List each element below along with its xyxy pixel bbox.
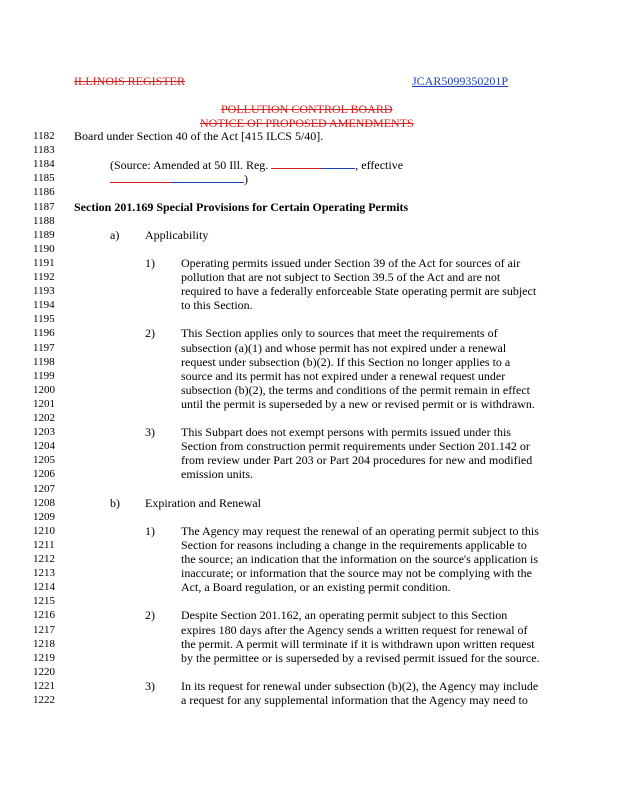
line-number: 1218 [33, 637, 55, 650]
line-text: inaccurate; or information that the source may not be complying with the [181, 566, 532, 581]
line-number: 1199 [33, 369, 55, 382]
line-text: required to have a federally enforceable State operating permit are subject [181, 284, 537, 299]
document-line [0, 496, 618, 510]
document-line [0, 270, 618, 284]
line-number: 1204 [33, 440, 55, 453]
document-line [0, 608, 618, 622]
list-label: 2) [145, 608, 155, 623]
line-number: 1221 [33, 679, 55, 692]
document-line [0, 552, 618, 566]
line-text: subsection (b)(2), the terms and conditions of the permit remain in effect [181, 382, 531, 397]
line-number: 1202 [33, 412, 55, 424]
document-line [0, 200, 618, 214]
line-number: 1187 [33, 200, 55, 213]
line-text: expires 180 days after the Agency sends a written request for renewal of [181, 622, 528, 637]
document-line [0, 383, 618, 397]
list-label: 1) [145, 523, 155, 538]
line-number: 1188 [33, 214, 55, 227]
document-line [0, 157, 618, 171]
line-text: This Subpart does not exempt persons with permits issued under this [181, 425, 511, 440]
line-number: 1212 [33, 553, 55, 565]
document-line [0, 594, 618, 608]
document-line [0, 214, 618, 228]
document-line [0, 369, 618, 383]
line-number: 1219 [33, 651, 55, 664]
line-text: pollution that are not subject to Section 39.5 of the Act and are not [181, 270, 501, 284]
line-number: 1182 [33, 130, 55, 142]
line-number: 1222 [33, 694, 55, 706]
document-line [0, 679, 618, 693]
document-line [0, 482, 618, 496]
line-number: 1192 [33, 271, 55, 283]
document-line [0, 580, 618, 594]
document-line [0, 524, 618, 538]
document-line [0, 228, 618, 242]
line-text: emission units. [181, 467, 254, 482]
line-number: 1200 [33, 383, 55, 396]
line-number: 1215 [33, 595, 55, 608]
line-number: 1205 [33, 454, 55, 467]
document-line [0, 637, 618, 651]
notice-title: NOTICE OF PROPOSED AMENDMENTS [200, 116, 414, 130]
line-number: 1206 [33, 468, 55, 481]
document-line [0, 566, 618, 580]
list-label: b) [110, 495, 120, 510]
list-label: 1) [145, 255, 155, 270]
line-text: source and its permit has not expired under a renewal request under [181, 368, 506, 383]
line-text: Applicability [145, 227, 209, 242]
document-line [0, 453, 618, 467]
line-number: 1197 [33, 341, 55, 354]
line-number: 1195 [33, 313, 55, 326]
line-number: 1216 [33, 609, 55, 622]
document-line [0, 242, 618, 256]
list-label: 3) [145, 678, 155, 693]
line-number: 1190 [33, 242, 55, 255]
line-number: 1189 [33, 228, 55, 241]
effective-blank-red [110, 171, 172, 183]
line-text: from review under Part 203 or Part 204 procedures for new and modified [181, 453, 533, 468]
line-number: 1209 [33, 510, 55, 523]
document-line [0, 510, 618, 524]
effective-blank-blue [172, 171, 244, 183]
line-number: 1208 [33, 496, 55, 509]
document-line [0, 425, 618, 439]
document-line [0, 651, 618, 665]
line-number: 1191 [33, 256, 55, 269]
document-line [0, 185, 618, 199]
line-number: 1203 [33, 426, 55, 439]
line-number: 1211 [33, 538, 55, 551]
line-number: 1217 [33, 623, 55, 636]
line-text: The Agency may request the renewal of an operating permit subject to this [181, 523, 539, 538]
line-text: until the permit is superseded by a new or revised permit or is withdrawn. [181, 396, 535, 411]
document-line [0, 298, 618, 312]
line-text: Board under Section 40 of the Act [415 ILCS 5/40]. [74, 129, 324, 143]
source-blank-blue [321, 157, 355, 169]
register-header-left: ILLINOIS REGISTER [74, 74, 185, 88]
line-number: 1196 [33, 327, 55, 340]
line-number: 1214 [33, 581, 55, 594]
line-text: Operating permits issued under Section 39 of the Act for sources of air [181, 255, 521, 270]
line-text: the permit. A permit will terminate if it is withdrawn upon written request [181, 636, 535, 651]
line-text: Act, a Board regulation, or an existing permit condition. [181, 580, 451, 595]
line-text: subsection (a)(1) and whose permit has not expired under a renewal [181, 340, 507, 355]
line-number: 1201 [33, 397, 55, 410]
document-line [0, 693, 618, 707]
document-line [0, 439, 618, 453]
line-number: 1198 [33, 355, 55, 368]
line-number: 1220 [33, 665, 55, 678]
line-text: Despite Section 201.162, an operating permit subject to this Section [181, 608, 508, 623]
line-text: In its request for renewal under subsection (b)(2), the Agency may include [181, 678, 539, 693]
line-number: 1213 [33, 567, 55, 580]
source-blank-red [271, 157, 321, 169]
list-label: 2) [145, 326, 155, 341]
document-line [0, 411, 618, 425]
document-line [0, 665, 618, 679]
document-line [0, 355, 618, 369]
line-number: 1194 [33, 299, 55, 312]
document-line [0, 256, 618, 270]
line-text: This Section applies only to sources that meet the requirements of [181, 326, 498, 341]
line-number: 1183 [33, 144, 55, 157]
register-header-right: JCAR5099350201P [412, 74, 509, 88]
document-line [0, 171, 618, 185]
line-number: 1207 [33, 482, 55, 495]
line-text: to this Section. [181, 298, 253, 313]
line-text: Section from construction permit requirements under Section 201.142 or [181, 439, 530, 454]
line-number: 1193 [33, 285, 55, 298]
document-line [0, 341, 618, 355]
document-line [0, 284, 618, 298]
line-text: the source; an indication that the information on the source's application is [181, 552, 539, 566]
document-line [0, 143, 618, 157]
agency-title: POLLUTION CONTROL BOARD [221, 102, 393, 116]
document-line [0, 129, 618, 143]
section-heading: Section 201.169 Special Provisions for Certain Operating Permits [74, 199, 409, 214]
line-text: Section for reasons including a change in the requirements applicable to [181, 537, 527, 552]
line-text: (Source: Amended at 50 Ill. Reg. , effective [110, 158, 404, 173]
list-label: 3) [145, 425, 155, 440]
line-number: 1185 [33, 172, 55, 185]
line-text: by the permittee or is superseded by a revised permit issued for the source. [181, 650, 540, 665]
line-text: a request for any supplemental information that the Agency may need to [181, 693, 528, 707]
line-number: 1184 [33, 158, 55, 171]
document-line [0, 467, 618, 481]
document-line [0, 312, 618, 326]
document-line [0, 623, 618, 637]
line-text: request under subsection (b)(2). If this Section no longer applies to a [181, 354, 511, 369]
document-line [0, 397, 618, 411]
list-label: a) [110, 227, 120, 242]
line-text: ) [110, 171, 248, 186]
line-number: 1186 [33, 186, 55, 199]
document-line [0, 326, 618, 340]
line-text: Expiration and Renewal [145, 495, 261, 510]
line-number: 1210 [33, 524, 55, 537]
document-line [0, 538, 618, 552]
